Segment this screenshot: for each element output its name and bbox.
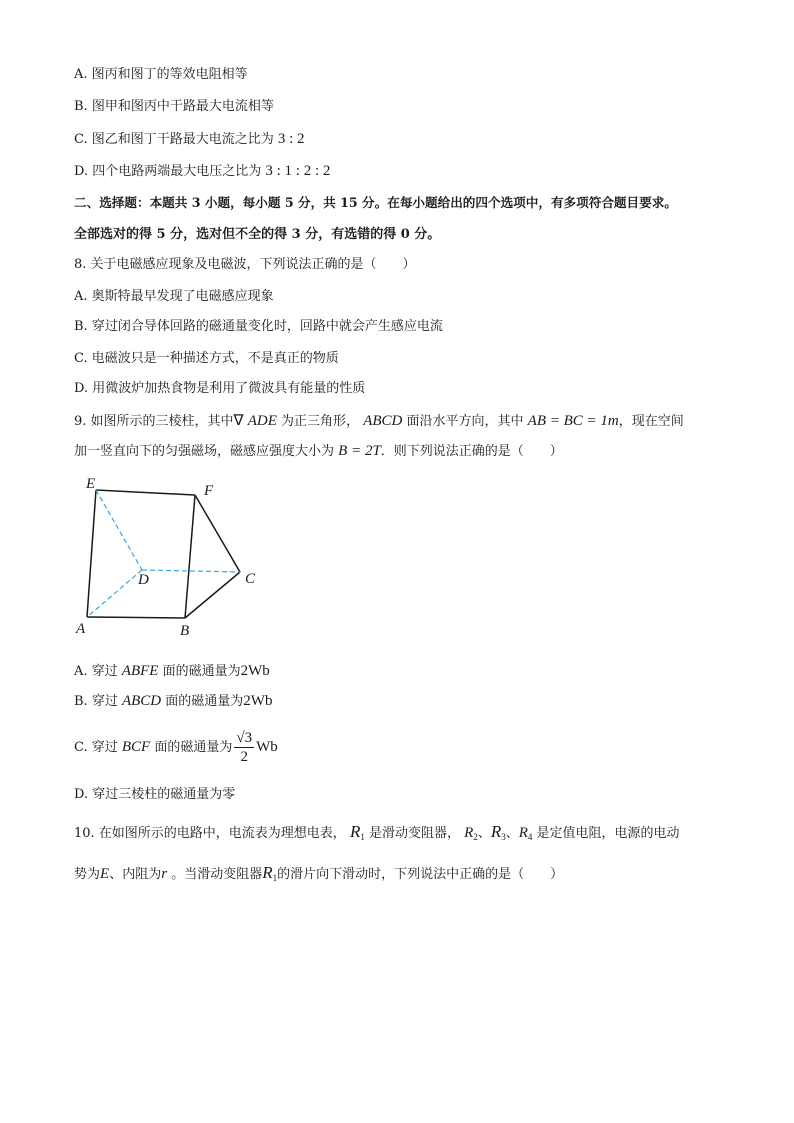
vertex-label-a: A — [76, 621, 86, 637]
q9-stem-text-d: ，现在空间 — [618, 414, 684, 429]
q9-stem-line2 — [74, 442, 563, 461]
q8-stem: 8. 关于电磁感应现象及电磁波，下列说法正确的是（ ） — [74, 257, 416, 272]
q7-option-c-text: C. 图乙和图丁干路最大电流之比为 — [74, 132, 274, 147]
vertex-label-c: C — [245, 571, 256, 587]
q9-field-equation: B = 2T — [338, 443, 381, 459]
q9-option-c-unit: Wb — [256, 739, 278, 755]
r2-symbol: R — [464, 825, 474, 841]
edge-da-hidden — [87, 570, 142, 617]
q10-text-d: 势为 — [74, 867, 101, 882]
q9-option-c-fraction — [234, 729, 254, 766]
q9-option-b-face: ABCD — [121, 693, 162, 709]
q8-option-b: B. 穿过闭合导体回路的磁通量变化时，回路中就会产生感应电流 — [74, 319, 443, 334]
edge-dc-hidden — [142, 570, 240, 572]
q8-option-c: C. 电磁波只是一种描述方式，不是真正的物质 — [74, 351, 339, 366]
vertex-label-d: D — [138, 572, 149, 588]
q7-option-c-ratio: 3 : 2 — [277, 131, 305, 147]
q10-emf-symbol: E — [100, 866, 110, 882]
q10-text-c: 是定值电阻，电源的电动 — [536, 826, 680, 841]
fraction-numerator: √3 — [236, 730, 253, 746]
r3-subscript: 3 — [501, 832, 506, 842]
r1-subscript: 1 — [360, 832, 365, 842]
q7-option-d-text: D. 四个电路两端最大电压之比为 — [74, 164, 262, 179]
q10-text-b: 是滑动变阻器， — [368, 826, 460, 841]
q9-triangle-ade: ADE — [247, 413, 277, 429]
vertex-label-f: F — [204, 483, 214, 499]
r4-symbol: R — [518, 825, 528, 841]
q9-option-a-mid: 面的磁通量为 — [162, 664, 241, 679]
q8-option-a: A. 奥斯特最早发现了电磁感应现象 — [74, 289, 274, 304]
q8-option-d: D. 用微波炉加热食物是利用了微波具有能量的性质 — [74, 381, 366, 396]
q9-option-b-value: 2Wb — [243, 693, 273, 709]
q10-sep1: 、 — [477, 826, 491, 841]
q9-stem-text-c: 面沿水平方向，其中 — [406, 414, 524, 429]
r2-subscript: 2 — [473, 832, 478, 842]
r4-subscript: 4 — [527, 832, 533, 842]
q10-stem-line2 — [74, 864, 563, 887]
q9-face-abcd: ABCD — [363, 413, 403, 429]
edge-ea — [87, 490, 96, 617]
vertex-label-b: B — [180, 623, 190, 639]
q7-option-d-ratio: 3 : 1 : 2 : 2 — [265, 163, 331, 179]
q9-option-d: D. 穿过三棱柱的磁通量为零 — [74, 787, 236, 802]
r1-symbol: R — [349, 822, 361, 841]
q9-option-c-mid: 面的磁通量为 — [154, 740, 233, 755]
q9-option-b-pre: B. 穿过 — [74, 694, 118, 709]
r1b-symbol: R — [262, 863, 273, 882]
edge-fb — [185, 495, 195, 618]
q9-option-a-face: ABFE — [121, 663, 159, 679]
q9-option-b — [74, 692, 272, 711]
q9-option-a-pre: A. 穿过 — [74, 664, 118, 679]
edge-ef — [96, 490, 195, 495]
q9-option-c — [74, 727, 278, 768]
q10-r3 — [491, 822, 506, 841]
edge-fc — [195, 495, 240, 572]
q9-stem-text-b: 为正三角形， — [281, 414, 360, 429]
q10-r2 — [464, 825, 478, 841]
q10-text-a: 10. 在如图所示的电路中，电流表为理想电表， — [74, 826, 346, 841]
edge-ab — [87, 617, 185, 618]
fraction-denominator: 2 — [240, 749, 248, 765]
q9-option-a-value: 2Wb — [240, 663, 270, 679]
q10-r1 — [350, 822, 365, 841]
q9-stem-text-a: 9. 如图所示的三棱柱，其中 — [74, 414, 234, 429]
q9-option-b-mid: 面的磁通量为 — [165, 694, 244, 709]
q10-text-e: 、内阻为 — [109, 867, 162, 882]
q9-option-c-face: BCF — [121, 739, 151, 755]
q9-stem-text-e: 加一竖直向下的匀强磁场，磁感应强度大小为 — [74, 444, 335, 459]
q9-option-c-pre: C. 穿过 — [74, 740, 118, 755]
edge-bc — [185, 572, 240, 618]
q9-stem-text-f: ．则下列说法正确的是（ ） — [380, 444, 563, 459]
r1b-subscript: 1 — [272, 873, 278, 883]
section2-instructions-line2: 全部选对的得 5 分，选对但不全的得 3 分，有选错的得 0 分。 — [74, 227, 441, 242]
q10-r4 — [519, 825, 533, 841]
q9-side-equation: AB = BC = 1m — [527, 413, 619, 429]
q10-sep2: 、 — [505, 826, 519, 841]
edge-ed-hidden — [96, 490, 142, 570]
q10-internal-resistance-symbol: r — [161, 866, 168, 882]
q10-r1-again — [262, 863, 277, 882]
vertex-label-e: E — [86, 476, 96, 492]
q7-option-c — [74, 130, 305, 149]
r3-symbol: R — [490, 822, 502, 841]
q9-triangle-symbol: ∇ — [233, 413, 244, 429]
q10-text-g: 的滑片向下滑动时，下列说法中正确的是（ ） — [277, 867, 564, 882]
q10-text-f: 。当滑动变阻器 — [171, 867, 263, 882]
q10-stem-line1 — [74, 823, 680, 846]
q9-stem-line1 — [74, 412, 684, 431]
section2-instructions-line1: 二、选择题：本题共 3 小题，每小题 5 分，共 15 分。在每小题给出的四个选项中，有多项符合题目要求。 — [74, 195, 677, 210]
q7-option-d — [74, 162, 330, 181]
q9-prism-figure — [70, 470, 270, 640]
q7-option-b: B. 图甲和图丙中干路最大电流相等 — [74, 99, 274, 114]
q9-option-a — [74, 662, 270, 681]
q7-option-a: A. 图丙和图丁的等效电阻相等 — [74, 67, 248, 82]
